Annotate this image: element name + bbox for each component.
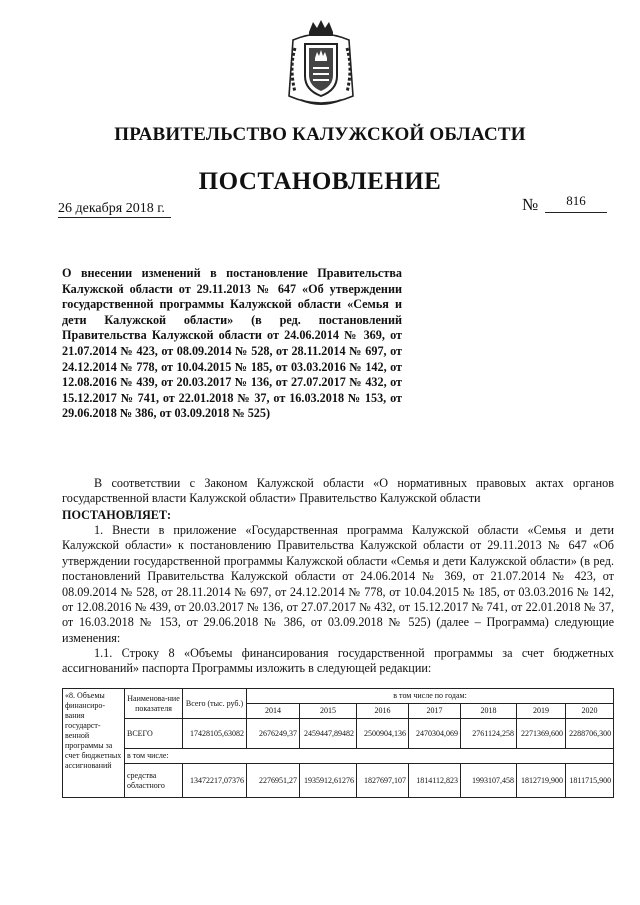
- paragraph-1-1: 1.1. Строку 8 «Объемы финансирования государственной программы за счет бюджетных ассигнований» паспорта Программы изложить в следующей редакции:: [62, 646, 614, 676]
- table-cell: 2761124,258: [461, 719, 517, 749]
- column-total-header: Всего (тыс. руб.): [183, 689, 247, 719]
- document-subject: О внесении изменений в постановление Правительства Калужской области от 29.11.2013 № 647 «Об утверждении государственной программы Калужской области «Семья и дети Калужской области» (в ред. постановлений Правительства Калужской области от 24.06.2014 № 369, от 21.07.2014 № 423, от 08.09.2014 № 528, от 28.11.2014 № 697, от 24.12.2014 № 778, от 10.04.2015 № 185, от 03.03.2016 № 142, от 12.08.2016 № 439, от 20.03.2017 № 136, от 27.07.2017 № 432, от 15.12.2017 № 741, от 22.01.2018 № 37, от 16.03.2018 № 153, от 29.06.2018 № 386, от 03.09.2018 № 525): [62, 266, 402, 421]
- column-name-header: Наименова-ние показателя: [125, 689, 183, 719]
- decree-heading: ПОСТАНОВЛЯЕТ:: [62, 508, 172, 522]
- document-number-label: №: [522, 195, 539, 214]
- table-row: [63, 764, 614, 798]
- table-row-label: «8. Объемы финансиро-вания государст-венной программы за счет бюджетных ассигнований: [63, 689, 125, 798]
- year-header: 2016: [357, 704, 409, 719]
- year-header: 2020: [566, 704, 614, 719]
- table-cell: 2676249,37: [247, 719, 300, 749]
- year-header: 2017: [409, 704, 461, 719]
- table-cell: 1812719,900: [517, 764, 566, 798]
- preamble-paragraph: В соответствии с Законом Калужской области «О нормативных правовых актах органов государственной власти Калужской области» Правительство Калужской области: [62, 476, 614, 506]
- table-cell: 1814112,823: [409, 764, 461, 798]
- table-cell: 2500904,136: [357, 719, 409, 749]
- table-cell: 1993107,458: [461, 764, 517, 798]
- table-row: [63, 719, 614, 749]
- year-header: 2015: [300, 704, 357, 719]
- government-title: ПРАВИТЕЛЬСТВО КАЛУЖСКОЙ ОБЛАСТИ: [114, 124, 526, 145]
- table-cell: 2276951,27: [247, 764, 300, 798]
- table-cell: 13472217,07376: [183, 764, 247, 798]
- year-header: 2018: [461, 704, 517, 719]
- table-row: [63, 749, 614, 764]
- table-cell: 2459447,89482: [300, 719, 357, 749]
- table-cell: 17428105,63082: [183, 719, 247, 749]
- financing-table: [62, 688, 614, 798]
- document-date: 26 декабря 2018 г.: [58, 201, 171, 218]
- table-cell: 1811715,900: [566, 764, 614, 798]
- row-name: средства областного: [125, 764, 183, 798]
- year-header: 2019: [517, 704, 566, 719]
- row-name: ВСЕГО: [125, 719, 183, 749]
- table-header-row: [63, 689, 614, 704]
- table-cell: 2288706,300: [566, 719, 614, 749]
- included-label: в том числе:: [125, 749, 614, 764]
- table-cell: 1935912,61276: [300, 764, 357, 798]
- coat-of-arms-emblem: [283, 18, 359, 110]
- years-group-header: в том числе по годам:: [247, 689, 614, 704]
- year-header: 2014: [247, 704, 300, 719]
- table-cell: 2470304,069: [409, 719, 461, 749]
- paragraph-1: 1. Внести в приложение «Государственная программа Калужской области «Семья и дети Калужской области» к постановлению Правительства Калужской области от 29.11.2013 № 647 «Об утверждении государственной программы Калужской области «Семья и дети Калужской области» (в ред. постановлений Правительства Калужской области от 24.06.2014 № 369, от 21.07.2014 № 423, от 08.09.2014 № 528, от 28.11.2014 № 697, от 24.12.2014 № 778, от 10.04.2015 № 185, от 03.03.2016 № 142, от 12.08.2016 № 439, от 20.03.2017 № 136, от 27.07.2017 № 432, от 15.12.2017 № 741, от 22.01.2018 № 37, от 16.03.2018 № 153, от 29.06.2018 № 386, от 03.09.2018 № 525) (далее – Программа) следующие изменения:: [62, 523, 614, 645]
- document-type-title: ПОСТАНОВЛЕНИЕ: [198, 168, 442, 195]
- table-cell: 2271369,600: [517, 719, 566, 749]
- table-cell: 1827697,107: [357, 764, 409, 798]
- document-number: 816: [545, 193, 607, 213]
